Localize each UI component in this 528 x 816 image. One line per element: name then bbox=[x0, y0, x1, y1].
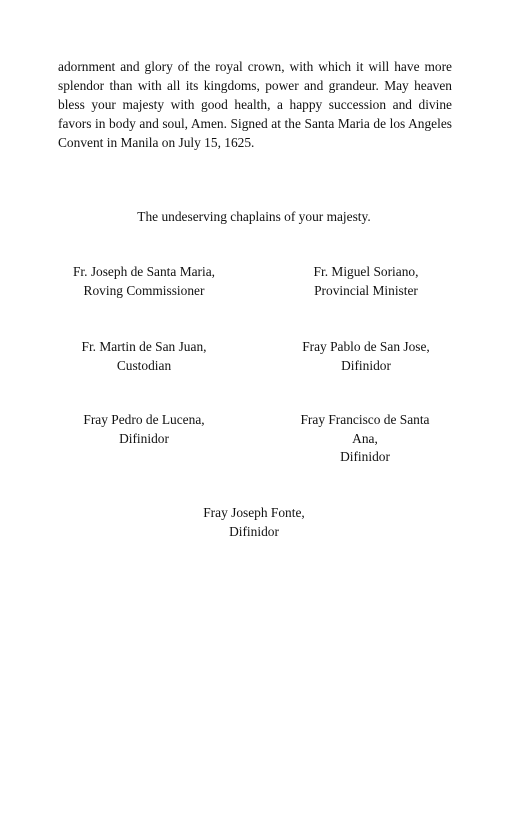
signatory-title: Custodian bbox=[116, 357, 172, 373]
signature-block bbox=[276, 338, 456, 375]
signatory-name: Fray Joseph Fonte, bbox=[203, 505, 305, 520]
signature-block bbox=[276, 263, 456, 300]
signature-block bbox=[290, 411, 440, 467]
body-paragraph: adornment and glory of the royal crown, with which it will have more splendor than with all its kingdoms, power and grandeur. May heaven bless your majesty with good health, a happy succession and divine favors in body and soul, Amen. Signed at the Santa Maria de los Angeles Convent in Manila on July 15, 1625. bbox=[58, 59, 452, 150]
signatory-title: Difinidor bbox=[340, 449, 390, 464]
signatory-title: Difinidor bbox=[119, 430, 169, 446]
signatory-name: Fray Pedro de Lucena, bbox=[83, 412, 205, 427]
signatory-name: Fray Francisco de Santa Ana, bbox=[300, 412, 430, 446]
signatory-name: Fray Pablo de San Jose, bbox=[302, 339, 430, 354]
signature-block bbox=[164, 504, 344, 541]
signatory-name: Fr. Miguel Soriano, bbox=[313, 264, 419, 279]
signature-block bbox=[54, 338, 234, 375]
signature-block bbox=[54, 411, 234, 448]
signatory-title: Provincial Minister bbox=[314, 282, 418, 298]
signatory-title: Difinidor bbox=[229, 523, 279, 539]
closing-line: The undeserving chaplains of your majesty. bbox=[137, 209, 371, 224]
signature-block bbox=[54, 263, 234, 300]
signatory-name: Fr. Joseph de Santa Maria, bbox=[72, 264, 216, 279]
signatory-title: Roving Commissioner bbox=[83, 282, 205, 298]
signatory-name: Fr. Martin de San Juan, bbox=[81, 339, 207, 354]
signatory-title: Difinidor bbox=[341, 357, 391, 373]
